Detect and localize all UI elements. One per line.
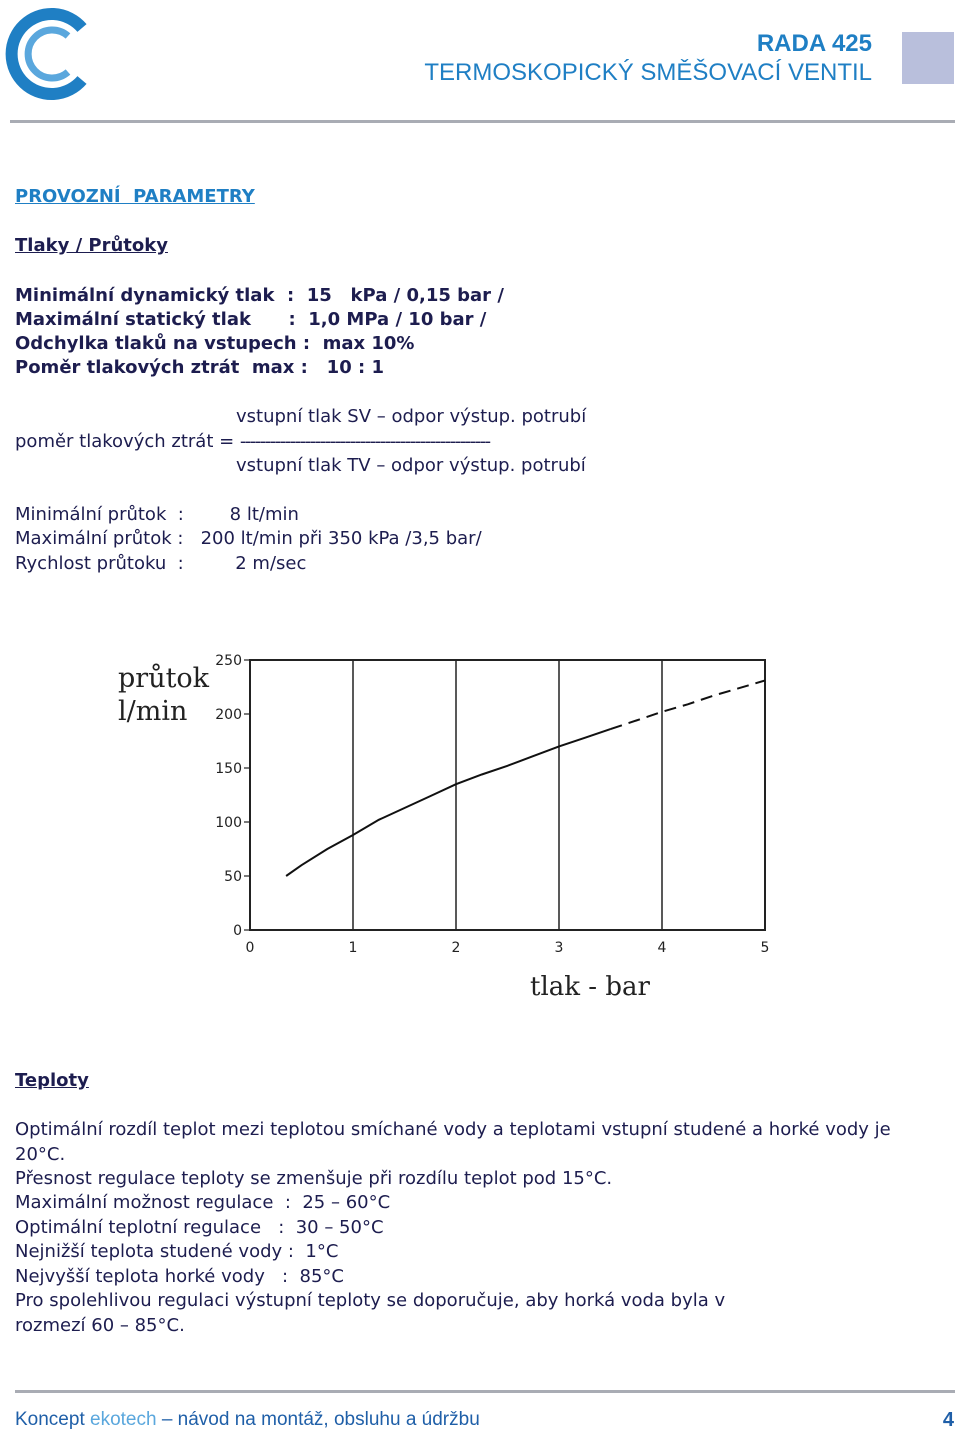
- section-title: PROVOZNÍ PARAMETRY: [15, 186, 255, 207]
- extrapolated-flow-curve: [611, 681, 766, 730]
- temp-cold-min: Nejnižší teplota studené vody : 1°C: [15, 1241, 339, 1262]
- max-flow: Maximální průtok : 200 lt/min při 350 kPa /3,5 bar/: [15, 528, 482, 549]
- header-decorative-box: [902, 32, 954, 84]
- y-tick-label: 150: [215, 761, 242, 777]
- temp-recommendation: Pro spolehlivou regulaci výstupní teploty se doporučuje, aby horká voda byla v rozmezí 60 – 85°C.: [15, 1290, 726, 1336]
- temp-hot-max: Nejvyšší teplota horké vody : 85°C: [15, 1266, 344, 1287]
- flow-pressure-chart: [0, 640, 960, 1020]
- footer-divider: [15, 1390, 955, 1393]
- temp-optimal-range: Optimální teplotní regulace : 30 – 50°C: [15, 1217, 384, 1238]
- header-divider: [10, 120, 955, 123]
- x-tick-label: 5: [760, 940, 770, 956]
- temp-optimal-difference: Optimální rozdíl teplot mezi teplotou smíchané vody a teplotami vstupní studené a horké vody je 20°C.: [15, 1119, 891, 1165]
- inlet-pressure-deviation: Odchylka tlaků na vstupech : max 10%: [15, 333, 415, 354]
- formula-denominator: vstupní tlak TV – odpor výstup. potrubí: [236, 455, 586, 476]
- formula-numerator: vstupní tlak SV – odpor výstup. potrubí: [236, 406, 587, 427]
- footer-manual-title: – návod na montáž, obsluhu a údržbu: [156, 1409, 480, 1430]
- header-title: [424, 30, 872, 88]
- company-c-logo-icon: [2, 6, 88, 102]
- x-tick-label: 0: [245, 940, 255, 956]
- chart-frame: [250, 660, 765, 930]
- y-tick-label: 100: [215, 815, 242, 831]
- y-tick-label: 200: [215, 707, 242, 723]
- temperature-heading: Teploty: [15, 1070, 89, 1091]
- x-tick-label: 4: [657, 940, 667, 956]
- min-flow: Minimální průtok : 8 lt/min: [15, 504, 299, 525]
- formula-divider: --------------------------------------------------: [239, 431, 490, 452]
- x-tick-label: 3: [554, 940, 564, 956]
- x-tick-label: 1: [348, 940, 358, 956]
- pressure-loss-ratio: Poměr tlakových ztrát max : 10 : 1: [15, 357, 384, 378]
- temp-accuracy-note: Přesnost regulace teploty se zmenšuje při rozdílu teplot pod 15°C.: [15, 1168, 613, 1189]
- y-tick-label: 50: [224, 869, 242, 885]
- footer-brand-koncept: Koncept: [15, 1409, 90, 1430]
- y-tick-label: 250: [215, 653, 242, 669]
- page-number: 4: [942, 1409, 954, 1431]
- min-dynamic-pressure: Minimální dynamický tlak : 15 kPa / 0,15 bar /: [15, 285, 504, 306]
- temp-max-range: Maximální možnost regulace : 25 – 60°C: [15, 1192, 391, 1213]
- footer-text: [15, 1409, 480, 1431]
- y-tick-label: 0: [233, 923, 242, 939]
- max-static-pressure: Maximální statický tlak : 1,0 MPa / 10 bar /: [15, 309, 487, 330]
- flow-speed: Rychlost průtoku : 2 m/sec: [15, 553, 307, 574]
- x-tick-label: 2: [451, 940, 461, 956]
- chart-ylabel-line2: l/min: [118, 696, 188, 727]
- footer-brand-ekotech: ekotech: [90, 1409, 157, 1430]
- formula-label: poměr tlakových ztrát =: [15, 431, 240, 452]
- flow-curve: [286, 729, 610, 876]
- formula-row: [15, 430, 490, 454]
- chart-xlabel: tlak - bar: [530, 972, 650, 1002]
- pressure-heading: Tlaky / Průtoky: [15, 235, 168, 256]
- chart-ylabel-line1: průtok: [118, 663, 210, 694]
- product-title: TERMOSKOPICKÝ SMĚŠOVACÍ VENTIL: [424, 59, 872, 86]
- series-title: RADA 425: [756, 30, 872, 57]
